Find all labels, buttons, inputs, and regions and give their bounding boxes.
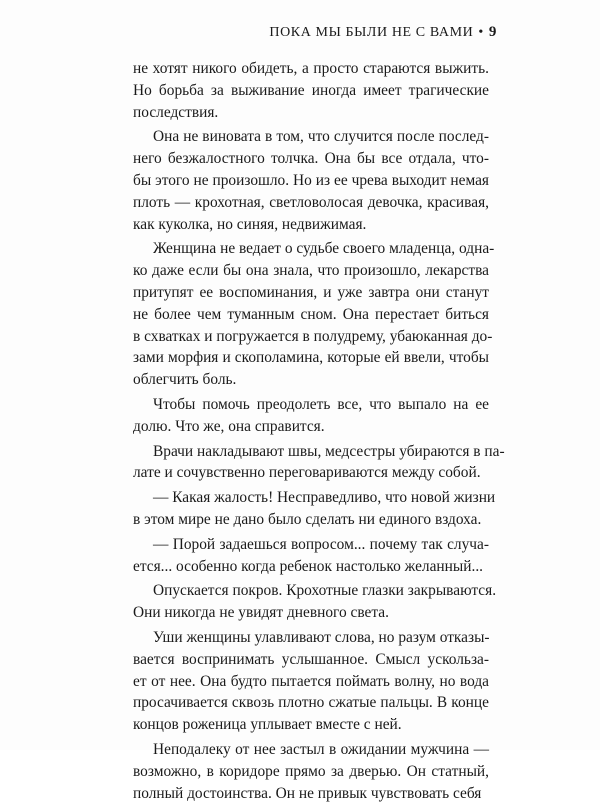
text-line: Чтобы помочь преодолеть все, что выпало на ее xyxy=(153,395,489,413)
text-line: вается воспринимать услышанное. Смысл ускольза- xyxy=(133,650,489,668)
text-line: Женщина не ведает о судьбе своего младенца, одна- xyxy=(153,240,495,258)
text-line: Неподалеку от нее застыл в ожидании мужчина — xyxy=(153,740,489,758)
text-line: него безжалостного толчка. Она бы все отдала, что- xyxy=(133,150,489,168)
paragraph xyxy=(133,441,505,485)
body-text xyxy=(133,58,505,807)
text-line: Они никогда не увидят дневного света. xyxy=(133,604,389,622)
paragraph xyxy=(133,58,489,123)
text-line: ется... особенно когда ребенок настолько желанный... xyxy=(133,557,484,575)
text-line: облегчить боль. xyxy=(133,371,237,389)
paragraph xyxy=(133,627,489,736)
running-head xyxy=(269,24,497,41)
text-line: как куколка, но синяя, недвижимая. xyxy=(133,215,367,233)
text-line: бы этого не произошло. Но из ее чрева выходит немая xyxy=(133,171,489,189)
header-separator: • xyxy=(478,25,484,40)
paragraph xyxy=(133,126,489,235)
text-line: долю. Что же, она справится. xyxy=(133,417,325,435)
text-line: плоть — крохотная, светловолосая девочка, красивая, xyxy=(133,193,489,211)
text-line: — Какая жалость! Несправедливо, что новой жизни xyxy=(153,489,496,507)
text-line: Уши женщины улавливают слова, но разум отказы- xyxy=(153,628,490,646)
text-line: Врачи накладывают швы, медсестры убираются в па- xyxy=(153,442,505,460)
paragraph xyxy=(133,739,489,804)
text-line: просачивается сквозь плотно сжатые пальцы. В конце xyxy=(133,694,489,712)
text-line: Но борьба за выживание иногда имеет трагические xyxy=(133,81,489,99)
paragraph xyxy=(133,487,496,531)
paragraph xyxy=(133,238,495,391)
text-line: не более чем туманным сном. Она перестает биться xyxy=(133,305,489,323)
text-line: зами морфия и скополамина, которые ей ввели, чтобы xyxy=(133,349,489,367)
text-line: Опускается покров. Крохотные глазки закрываются. xyxy=(153,582,497,600)
text-line: притупят ее воспоминания, и уже завтра они станут xyxy=(133,283,489,301)
text-line: Она не виновата в том, что случится после послед- xyxy=(153,128,489,146)
text-line: не хотят никого обидеть, а просто стараются выжить. xyxy=(133,60,489,77)
text-line: концов роженица уплывает вместе с ней. xyxy=(133,716,402,734)
page-number: 9 xyxy=(488,24,497,40)
paragraph xyxy=(133,534,489,578)
text-line: возможно, в коридоре прямо за дверью. Он статный, xyxy=(133,762,489,780)
text-line: полный достоинства. Он не привык чувствовать себя xyxy=(133,784,482,802)
text-line: в этом мире не дано было сделать ни единого вздоха. xyxy=(133,510,482,528)
text-line: ет от нее. Она будто пытается поймать волну, но вода xyxy=(133,672,489,690)
text-line: — Порой задаешься вопросом... почему так случа- xyxy=(153,535,489,553)
running-title: ПОКА МЫ БЫЛИ НЕ С ВАМИ xyxy=(269,25,474,40)
text-line: ко даже если бы она знала, что произошло, лекарства xyxy=(133,262,489,280)
paragraph xyxy=(133,394,489,438)
text-line: последствия. xyxy=(133,103,219,121)
text-line: лате и сочувственно переговариваются между собой. xyxy=(133,464,481,482)
text-line: в схватках и погружается в полудрему, убаюканная до- xyxy=(133,327,493,345)
paragraph xyxy=(133,580,497,624)
